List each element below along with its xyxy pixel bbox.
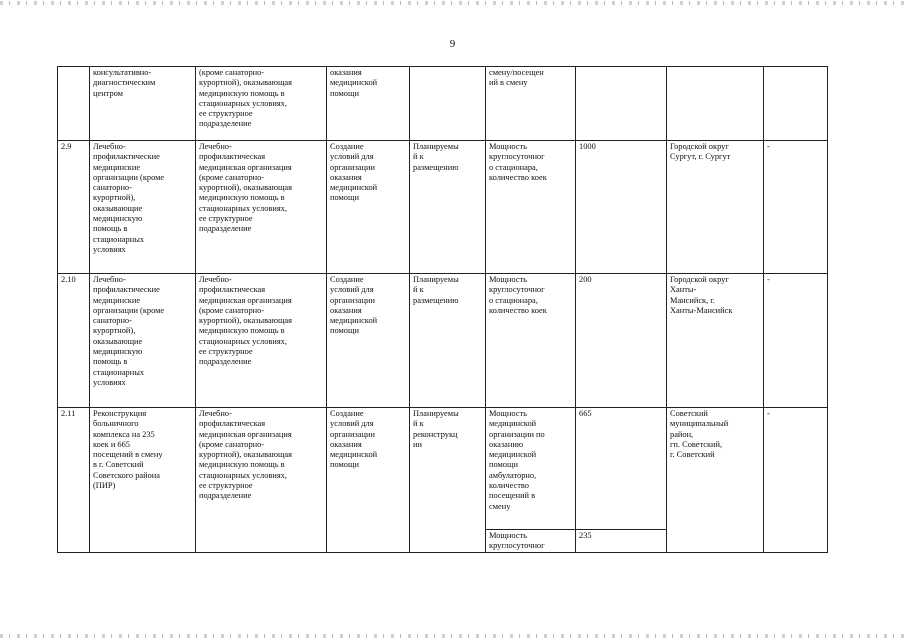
cell-location: Советский муниципальный район, гп. Советский, г. Советский — [667, 408, 764, 553]
cell-number: 2.9 — [58, 141, 90, 274]
cell-value: 200 — [576, 274, 667, 408]
cell-organization-type: (кроме санаторно- курортной), оказывающая медицинскую помощь в стационарных условиях, ее структурное подразделение — [196, 67, 327, 141]
cell-location: Городской округ Сургут, г. Сургут — [667, 141, 764, 274]
scan-noise-bottom — [0, 634, 905, 638]
cell-note — [764, 67, 828, 141]
table-row — [58, 408, 828, 530]
cell-purpose: Создание условий для организации оказания медицинской помощи — [327, 408, 410, 553]
cell-status: Планируемы й к реконструкц ии — [410, 408, 486, 553]
cell-indicator: смену/посещен ий в смену — [486, 67, 576, 141]
table-row — [58, 141, 828, 274]
cell-note: - — [764, 274, 828, 408]
cell-value: 1000 — [576, 141, 667, 274]
cell-purpose: оказания медицинской помощи — [327, 67, 410, 141]
cell-status: Планируемы й к размещению — [410, 141, 486, 274]
cell-purpose: Создание условий для организации оказания медицинской помощи — [327, 274, 410, 408]
cell-value — [576, 67, 667, 141]
cell-number: 2.10 — [58, 274, 90, 408]
cell-status: Планируемы й к размещению — [410, 274, 486, 408]
cell-organization-type: Лечебно- профилактическая медицинская организация (кроме санаторно- курортной), оказывающая медицинскую помощь в стационарных условиях, ее структурное подразделение — [196, 274, 327, 408]
cell-indicator: Мощность круглосуточног о стационара, количество коек — [486, 274, 576, 408]
cell-indicator: Мощность круглосуточног о стационара, количество коек — [486, 141, 576, 274]
page-number: 9 — [449, 38, 456, 50]
cell-purpose: Создание условий для организации оказания медицинской помощи — [327, 141, 410, 274]
table-row-continuation — [58, 67, 828, 141]
cell-number — [58, 67, 90, 141]
cell-status — [410, 67, 486, 141]
cell-value: 665 — [576, 408, 667, 530]
cell-organization-type: Лечебно- профилактическая медицинская организация (кроме санаторно- курортной), оказывающая медицинскую помощь в стационарных условиях, ее структурное подразделение — [196, 408, 327, 553]
planning-table — [57, 66, 828, 553]
cell-location — [667, 67, 764, 141]
cell-organization-type: Лечебно- профилактическая медицинская организация (кроме санаторно- курортной), оказывающая медицинскую помощь в стационарных условиях, ее структурное подразделение — [196, 141, 327, 274]
cell-object-name: консультативно- диагностическим центром — [90, 67, 196, 141]
cell-location: Городской округ Ханты- Мансийск, г. Ханты-Мансийск — [667, 274, 764, 408]
cell-number: 2.11 — [58, 408, 90, 553]
cell-indicator: Мощность медицинской организации по оказанию медицинской помощи амбулаторно, количество посещений в смену — [486, 408, 576, 530]
cell-note: - — [764, 408, 828, 553]
cell-object-name: Лечебно- профилактические медицинские организации (кроме санаторно- курортной), оказывающие медицинскую помощь в стационарных условиях — [90, 274, 196, 408]
cell-value: 235 — [576, 530, 667, 553]
cell-object-name: Лечебно- профилактические медицинские организации (кроме санаторно- курортной), оказывающие медицинскую помощь в стационарных условиях — [90, 141, 196, 274]
cell-object-name: Реконструкция больничного комплекса на 235 коек и 665 посещений в смену в г. Советский Советского района (ПИР) — [90, 408, 196, 553]
table-row — [58, 274, 828, 408]
scan-noise-top — [0, 1, 905, 5]
cell-note: - — [764, 141, 828, 274]
cell-indicator: Мощность круглосуточног — [486, 530, 576, 553]
